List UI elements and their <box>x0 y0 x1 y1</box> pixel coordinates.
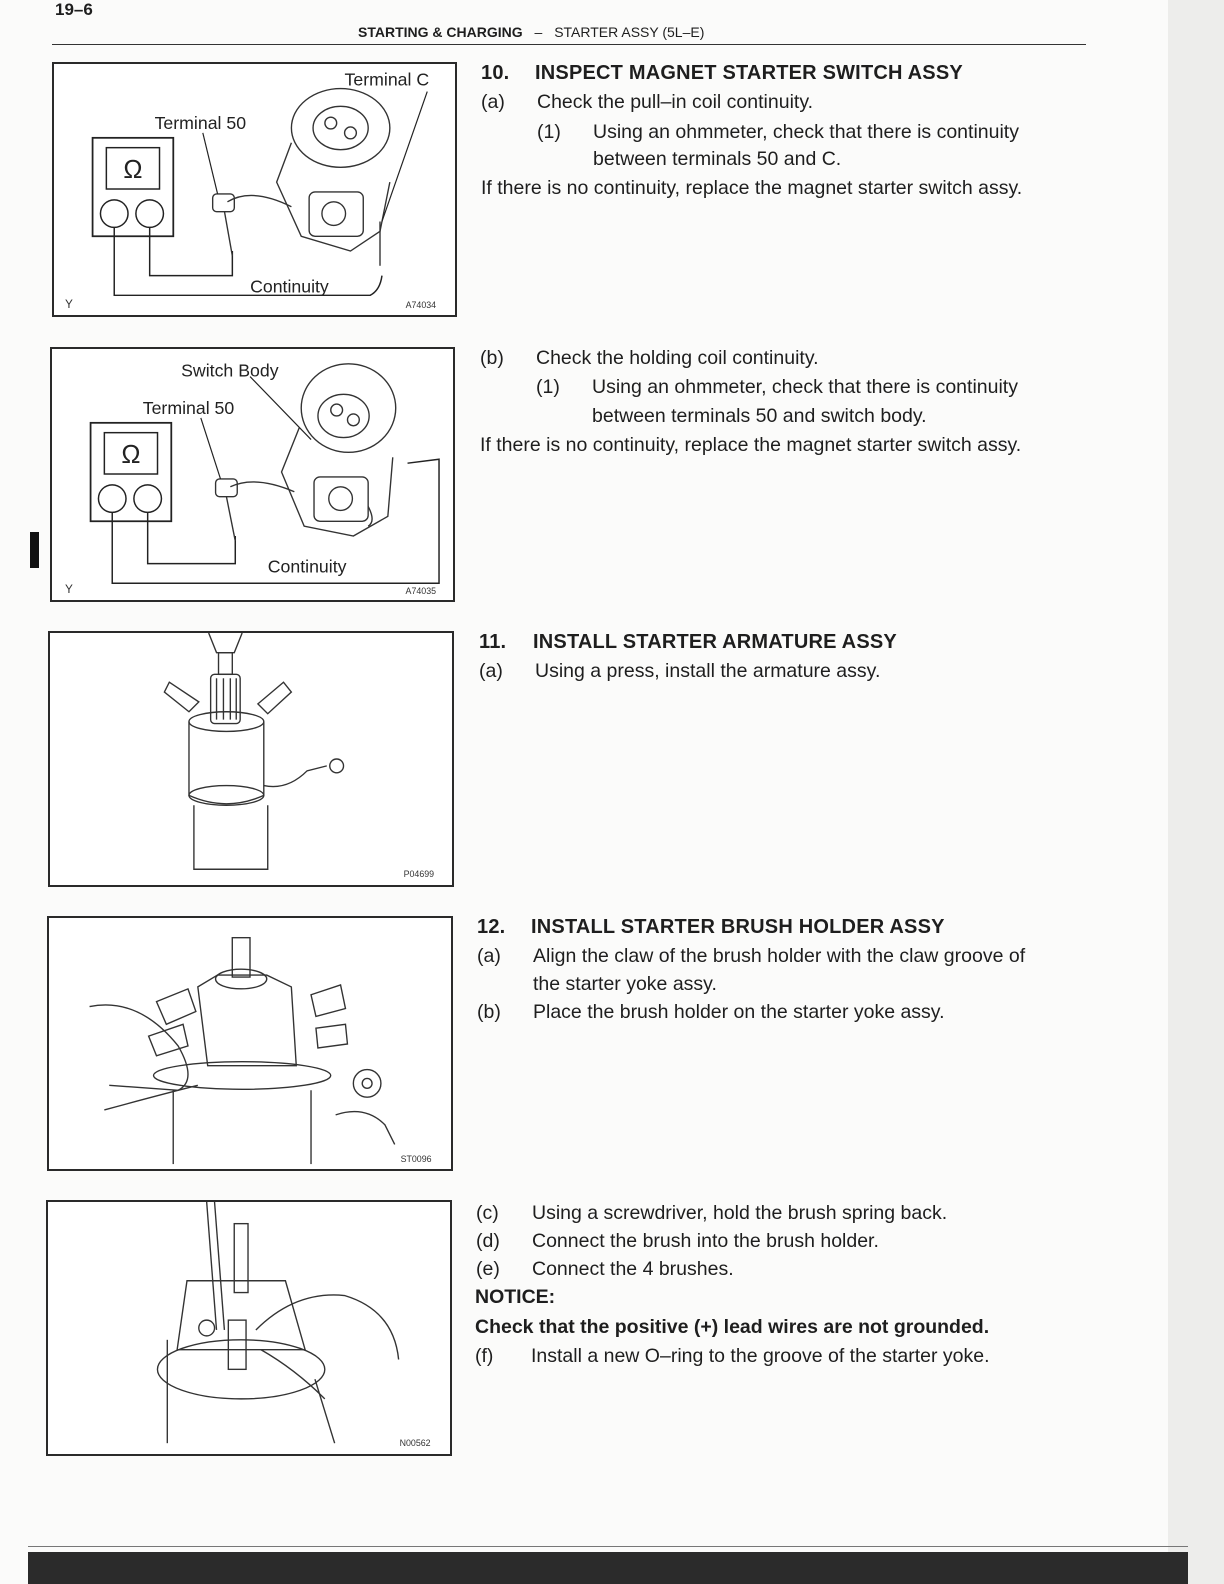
step-12b-text: Place the brush holder on the starter yoke assy. <box>533 1001 945 1023</box>
step-11a-marker: (a) <box>479 660 503 682</box>
step-11-heading <box>479 631 897 654</box>
step-12c-text: Using a screwdriver, hold the brush spring back. <box>532 1202 948 1224</box>
step-10-title: INSPECT MAGNET STARTER SWITCH ASSY <box>535 62 963 84</box>
notice-label: NOTICE: <box>475 1286 556 1308</box>
step-10a1-text-1: Using an ohmmeter, check that there is continuity <box>593 121 1019 143</box>
leader-terminal-50 <box>201 418 221 479</box>
lead-wire-50 <box>148 512 236 563</box>
label-switch-body: Switch Body <box>181 360 279 381</box>
label-y: Y <box>65 297 73 312</box>
step-10a1-marker: (1) <box>537 121 561 143</box>
meter-jack-right <box>134 485 162 513</box>
figure-armature-press <box>48 631 454 887</box>
step-12f <box>475 1345 990 1368</box>
label-terminal-c: Terminal C <box>344 69 430 90</box>
step-10a-marker: (a) <box>481 91 505 113</box>
leader-terminal-c <box>382 92 427 222</box>
step-12f-marker: (f) <box>475 1345 494 1367</box>
step-12c-marker: (c) <box>476 1202 499 1224</box>
figure-brush-holder-install <box>47 916 453 1171</box>
header-dash: – <box>534 24 543 40</box>
step-10a1 <box>537 121 1019 144</box>
step-12c <box>476 1202 947 1225</box>
brush-connect-illustration <box>48 1202 450 1454</box>
step-10a <box>481 91 813 114</box>
step-12f-text: Install a new O–ring to the groove of the starter yoke. <box>531 1345 990 1367</box>
step-12b <box>477 1001 945 1024</box>
label-continuity: Continuity <box>250 276 329 297</box>
step-10a1-cont: between terminals 50 and C. <box>593 148 842 170</box>
starter-switch-drawing <box>216 364 396 541</box>
step-10b-text: Check the holding coil continuity. <box>536 347 819 369</box>
step-12-title: INSTALL STARTER BRUSH HOLDER ASSY <box>531 916 945 938</box>
step-10b-marker: (b) <box>480 347 504 369</box>
step-10b-note: If there is no continuity, replace the magnet starter switch assy. <box>480 434 1022 456</box>
armature-press-illustration <box>50 633 452 885</box>
figure-code: ST0096 <box>400 1154 432 1165</box>
label-terminal-50: Terminal 50 <box>154 112 247 133</box>
bottom-edge-line <box>28 1546 1188 1547</box>
meter-jack-left <box>100 200 128 228</box>
page-edge-shadow <box>1168 0 1224 1584</box>
step-10b1-marker: (1) <box>536 376 560 398</box>
header-rule <box>52 44 1086 45</box>
scan-bottom-edge <box>28 1552 1188 1584</box>
step-10b1 <box>536 376 1018 399</box>
leader-terminal-50 <box>203 133 218 194</box>
label-y: Y <box>64 582 73 597</box>
step-12e-marker: (e) <box>476 1258 500 1280</box>
step-12d-marker: (d) <box>476 1230 500 1252</box>
step-11a <box>479 660 880 683</box>
figure-pull-in-coil-test <box>52 62 457 317</box>
step-10a-text: Check the pull–in coil continuity. <box>537 91 814 113</box>
meter-jack-left <box>98 485 126 513</box>
step-12a <box>477 945 1025 968</box>
step-10-heading <box>481 62 963 85</box>
header-section: STARTING & CHARGING <box>358 24 523 40</box>
ohm-symbol: Ω <box>121 441 141 470</box>
step-12-heading <box>477 916 945 939</box>
figure-code: P04699 <box>403 869 435 880</box>
step-11-number: 11. <box>479 631 507 653</box>
figure-code: A74034 <box>405 300 437 311</box>
holding-coil-illustration <box>52 349 453 600</box>
step-12e-text: Connect the 4 brushes. <box>532 1258 734 1280</box>
lead-wire-50 <box>150 227 233 275</box>
section-tab-marker <box>30 532 39 568</box>
notice-text: Check that the positive (+) lead wires are not grounded. <box>475 1316 990 1338</box>
figure-code: A74035 <box>405 586 437 597</box>
running-header <box>358 24 704 40</box>
step-10b <box>480 347 819 370</box>
step-12a-marker: (a) <box>477 945 501 967</box>
figure-holding-coil-test <box>50 347 455 602</box>
ohm-symbol: Ω <box>123 156 143 185</box>
step-12-number: 12. <box>477 916 506 938</box>
meter-jack-right <box>136 200 164 228</box>
step-10b1-text-1: Using an ohmmeter, check that there is continuity <box>592 376 1018 398</box>
step-12e <box>476 1258 734 1281</box>
step-12d <box>476 1230 879 1253</box>
page-number: 19–6 <box>55 0 93 19</box>
step-12b-marker: (b) <box>477 1001 501 1023</box>
step-10-number: 10. <box>481 62 510 84</box>
label-terminal-50: Terminal 50 <box>142 397 235 418</box>
pull-in-coil-illustration <box>54 64 455 315</box>
step-10a-note: If there is no continuity, replace the magnet starter switch assy. <box>481 177 1023 199</box>
step-11-title: INSTALL STARTER ARMATURE ASSY <box>533 631 897 653</box>
step-12d-text: Connect the brush into the brush holder. <box>532 1230 879 1252</box>
step-12a-text-1: Align the claw of the brush holder with the claw groove of <box>533 945 1026 967</box>
step-11a-text: Using a press, install the armature assy. <box>535 660 881 682</box>
figure-brush-connect <box>46 1200 452 1456</box>
brush-holder-illustration <box>49 918 451 1169</box>
lead-wire-c <box>114 227 382 295</box>
header-topic: STARTER ASSY (5L–E) <box>554 24 705 40</box>
label-continuity: Continuity <box>267 556 347 577</box>
figure-code: N00562 <box>399 1438 431 1449</box>
step-10b1-cont: between terminals 50 and switch body. <box>592 405 927 427</box>
step-12a-cont: the starter yoke assy. <box>533 973 717 995</box>
